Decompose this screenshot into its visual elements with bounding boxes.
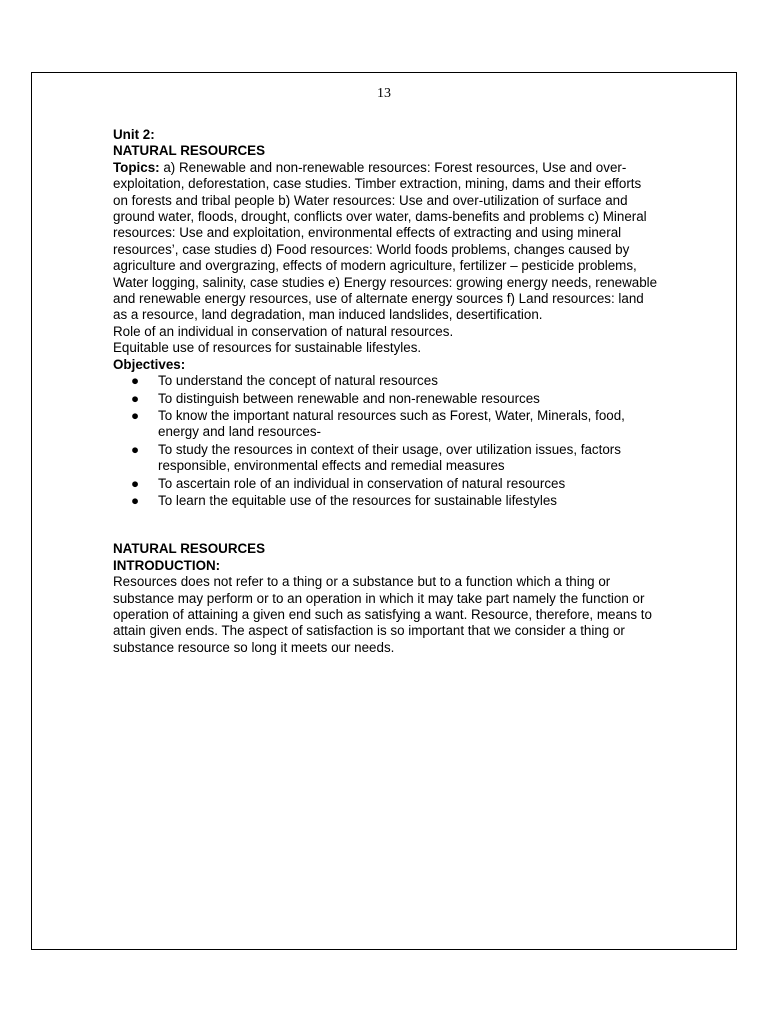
introduction-paragraph: Resources does not refer to a thing or a substance but to a function which a thing or substance may perform or to an operation in which it may take part namely the function or operation of attaining a given end such as satisfying a want. Resource, therefore, means to attain given ends. The aspect of satisfaction is so important that we consider a thing or substance resource so long it meets our needs. [113, 574, 652, 655]
objective-text: To study the resources in context of their usage, over utilization issues, factors responsible, environmental effects and remedial measures [158, 441, 621, 474]
bullet-icon: ● [131, 475, 140, 491]
objectives-list [113, 373, 658, 509]
objective-text: To ascertain role of an individual in conservation of natural resources [158, 475, 566, 491]
topics-label: Topics: [113, 159, 160, 175]
bullet-icon: ● [131, 492, 140, 508]
bullet-icon: ● [131, 390, 140, 406]
page-number: 13 [377, 86, 391, 101]
document-body [113, 127, 658, 656]
list-item [113, 493, 658, 509]
page-title: NATURAL RESOURCES [113, 143, 266, 159]
bullet-icon: ● [131, 407, 140, 423]
topics-text: a) Renewable and non-renewable resources: Forest resources, Use and over-exploitation, deforestation, case studies. Timber extraction, mining, dams and their efforts on forests and tribal people b) Water resources: Use and over-utilization of surface and ground water, floods, drought, conflicts over water, dams-benefits and problems c) Mineral resources: Use and exploitation, environmental effects of extracting and using mineral resources’, case studies d) Food resources: World foods problems, changes caused by agriculture and overgrazing, effects of modern agriculture, fertilizer – pesticide problems, Water logging, salinity, case studies e) Energy resources: growing energy needs, renewable and renewable energy resources, use of alternate energy sources f) Land resources: land as a resource, land degradation, man induced landslides, desertification. [113, 159, 658, 323]
equitable-paragraph: Equitable use of resources for sustainable lifestyles. [113, 340, 422, 356]
objective-text: To distinguish between renewable and non-renewable resources [158, 390, 540, 406]
list-item [113, 373, 658, 389]
topics-paragraph [113, 160, 658, 324]
list-item [113, 442, 658, 475]
unit-label: Unit 2: [113, 127, 155, 142]
bullet-icon: ● [131, 441, 140, 457]
bullet-icon: ● [131, 373, 140, 389]
objective-text: To understand the concept of natural resources [158, 373, 438, 389]
objective-text: To know the important natural resources such as Forest, Water, Minerals, food, energy and land resources- [158, 407, 625, 440]
introduction-heading: INTRODUCTION: [113, 557, 221, 573]
objective-text: To learn the equitable use of the resources for sustainable lifestyles [158, 492, 557, 508]
role-paragraph: Role of an individual in conservation of natural resources. [113, 323, 454, 339]
list-item [113, 391, 658, 407]
list-item [113, 476, 658, 492]
section-heading: NATURAL RESOURCES [113, 541, 266, 557]
objectives-heading: Objectives: [113, 356, 186, 372]
list-item [113, 408, 658, 441]
